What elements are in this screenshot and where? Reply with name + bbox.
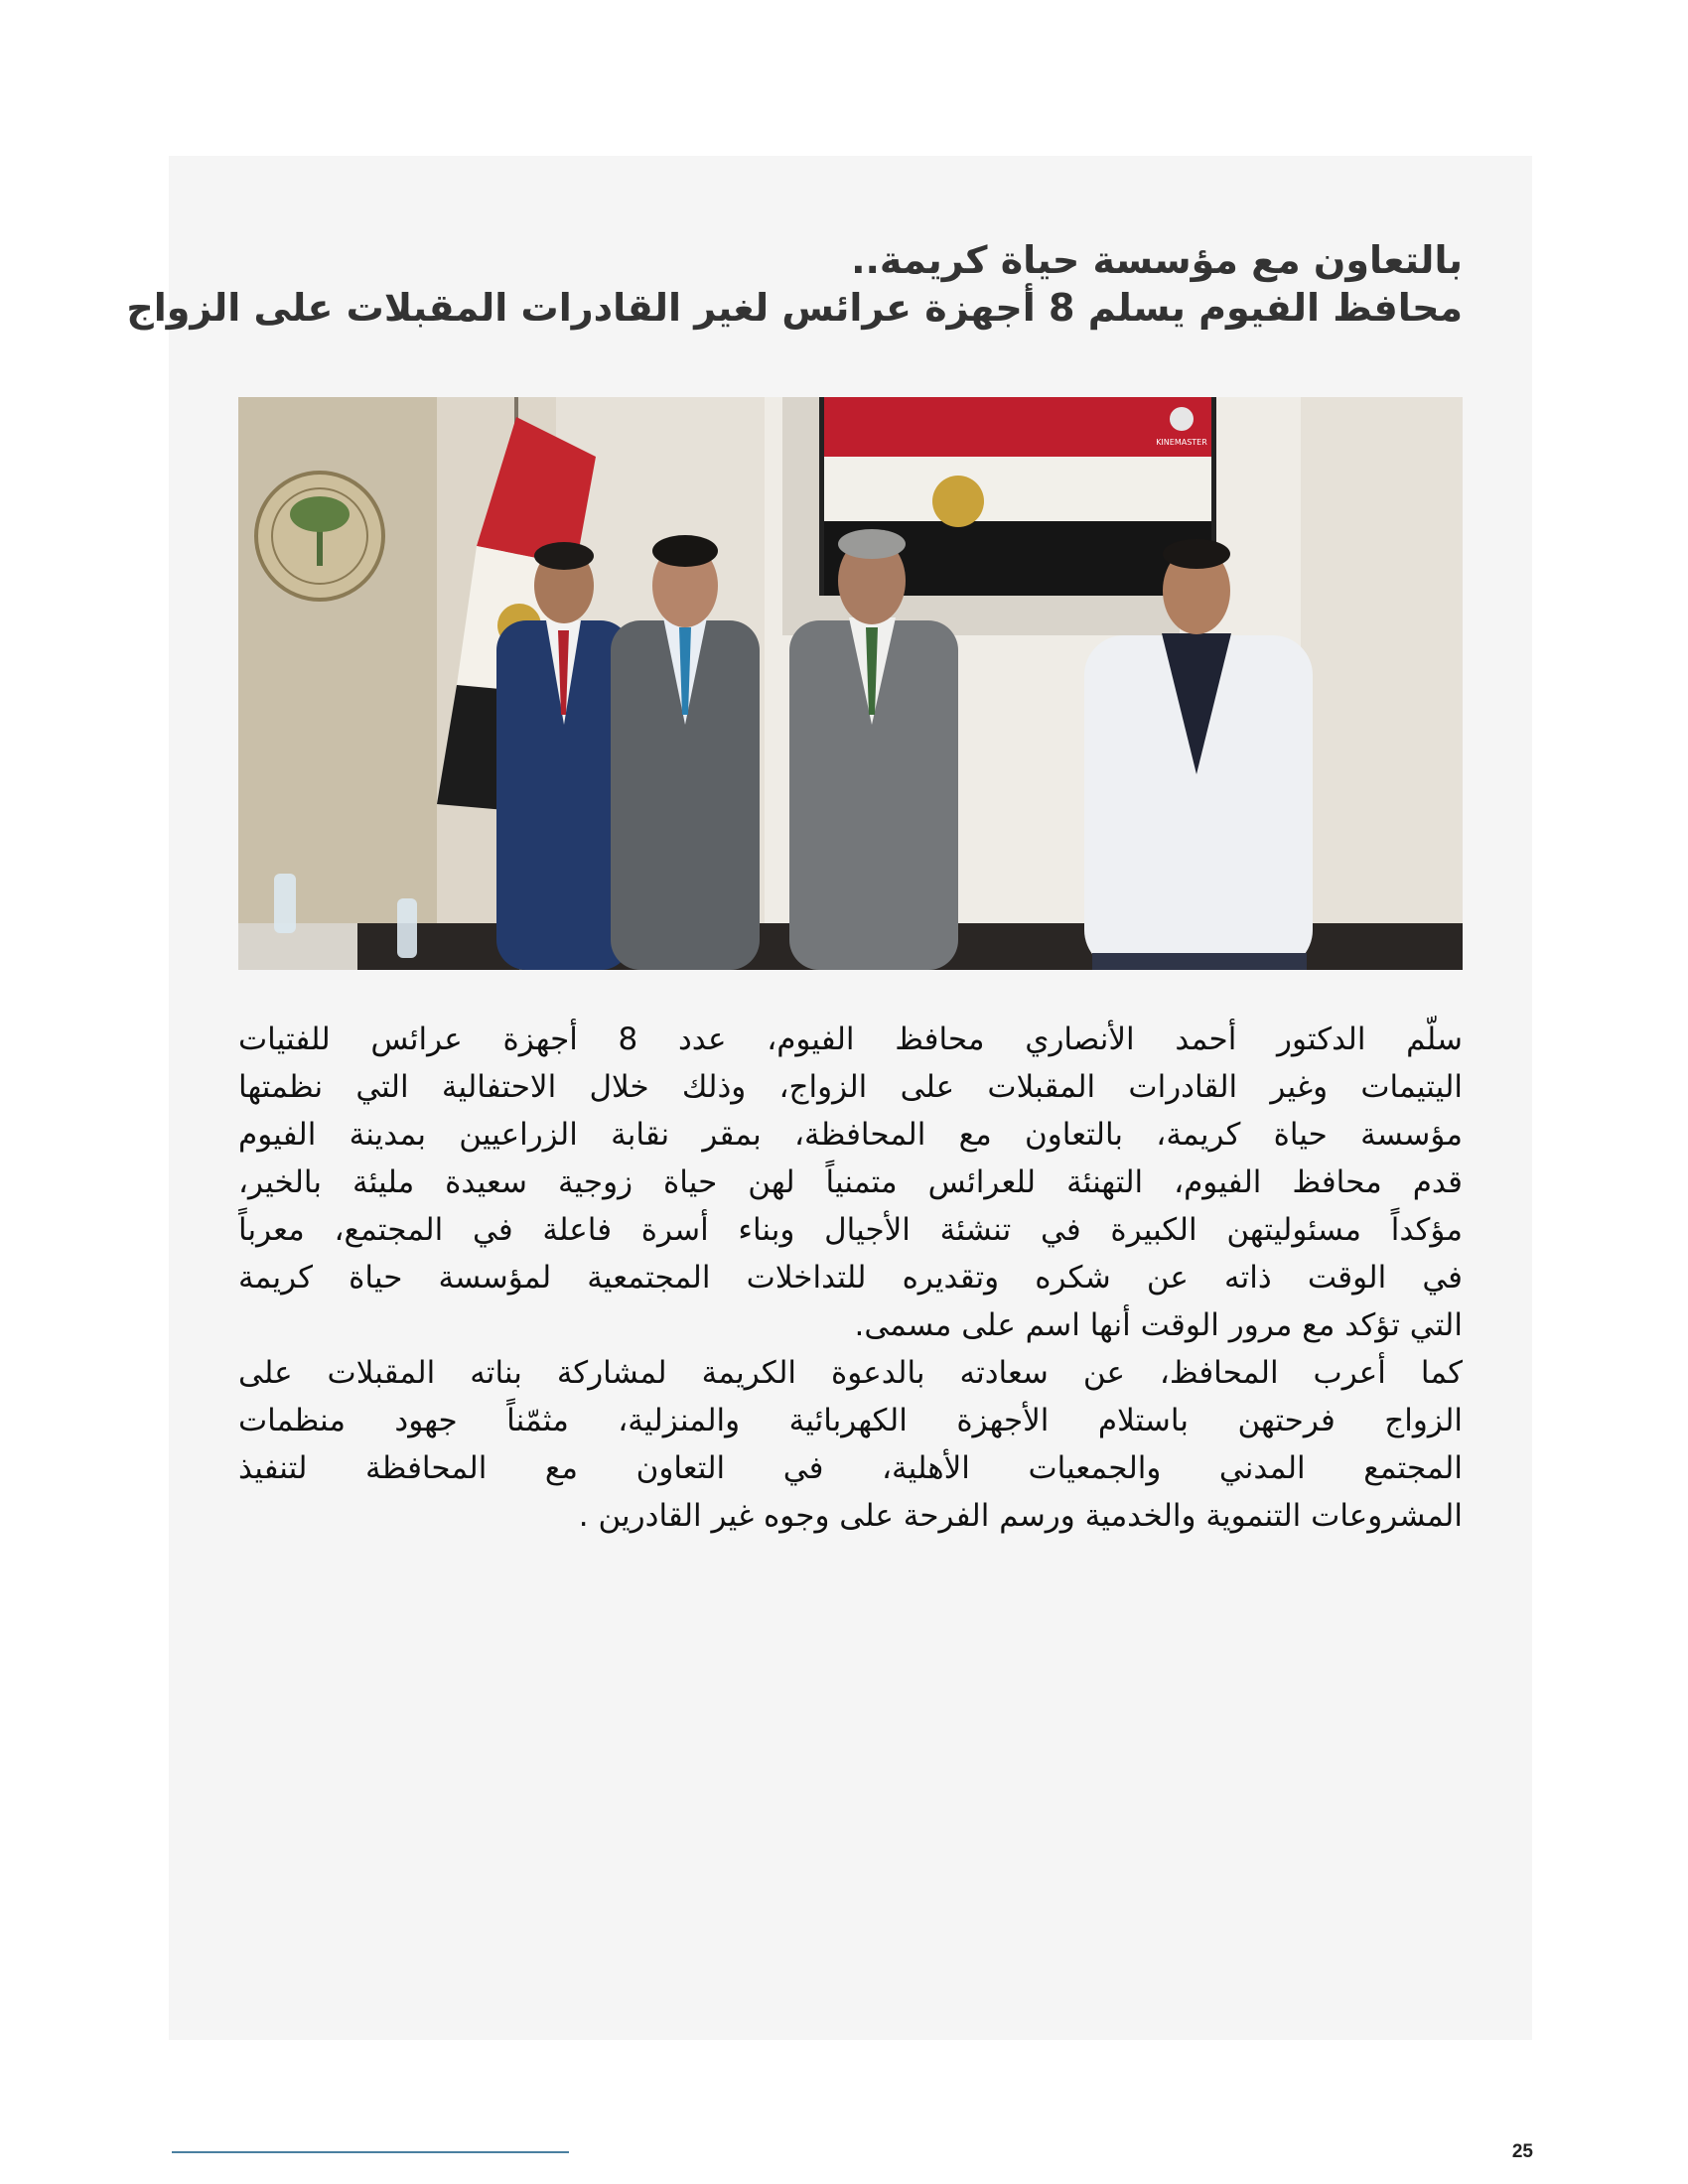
article-line: قدم محافظ الفيوم، التهنئة للعرائس متمنياً لهن حياة زوجية سعيدة مليئة بالخير،	[238, 1164, 1463, 1200]
footer-rule	[172, 2151, 569, 2153]
screen-watermark: KINEMASTER	[1156, 438, 1207, 447]
article-line: سلّم الدكتور أحمد الأنصاري محافظ الفيوم، عدد 8 أجهزة عرائس للفتيات	[238, 1022, 1463, 1057]
headline-title: محافظ الفيوم يسلم 8 أجهزة عرائس لغير القادرات المقبلات على الزواج	[126, 286, 1463, 330]
article-line: مؤسسة حياة كريمة، بالتعاون مع المحافظة، بمقر نقابة الزراعيين بمدينة الفيوم	[238, 1117, 1463, 1153]
article-headline	[126, 236, 1463, 332]
page-number: 25	[1511, 2141, 1533, 2162]
article-body	[238, 1016, 1463, 1540]
article-line: مؤكداً مسئوليتهن الكبيرة في تنشئة الأجيال وبناء أسرة فاعلة في المجتمع، معرباً	[238, 1212, 1463, 1248]
article-line: كما أعرب المحافظ، عن سعادته بالدعوة الكريمة لمشاركة بناته المقبلات على	[238, 1355, 1463, 1391]
article-line: الزواج فرحتهن باستلام الأجهزة الكهربائية والمنزلية، مثمّناً جهود منظمات	[238, 1403, 1463, 1438]
article-line: المشروعات التنموية والخدمية ورسم الفرحة على وجوه غير القادرين .	[578, 1498, 1463, 1534]
article-line: في الوقت ذاته عن شكره وتقديره للتداخلات المجتمعية لمؤسسة حياة كريمة	[238, 1260, 1463, 1296]
headline-kicker: بالتعاون مع مؤسسة حياة كريمة..	[851, 238, 1463, 282]
article-line: التي تؤكد مع مرور الوقت أنها اسم على مسمى.	[854, 1307, 1463, 1343]
article-line: المجتمع المدني والجمعيات الأهلية، في التعاون مع المحافظة لتنفيذ	[238, 1450, 1463, 1486]
article-line: اليتيمات وغير القادرات المقبلات على الزواج، وذلك خلال الاحتفالية التي نظمتها	[238, 1069, 1463, 1105]
seal-emblem	[256, 473, 383, 600]
article-photo	[238, 397, 1463, 970]
